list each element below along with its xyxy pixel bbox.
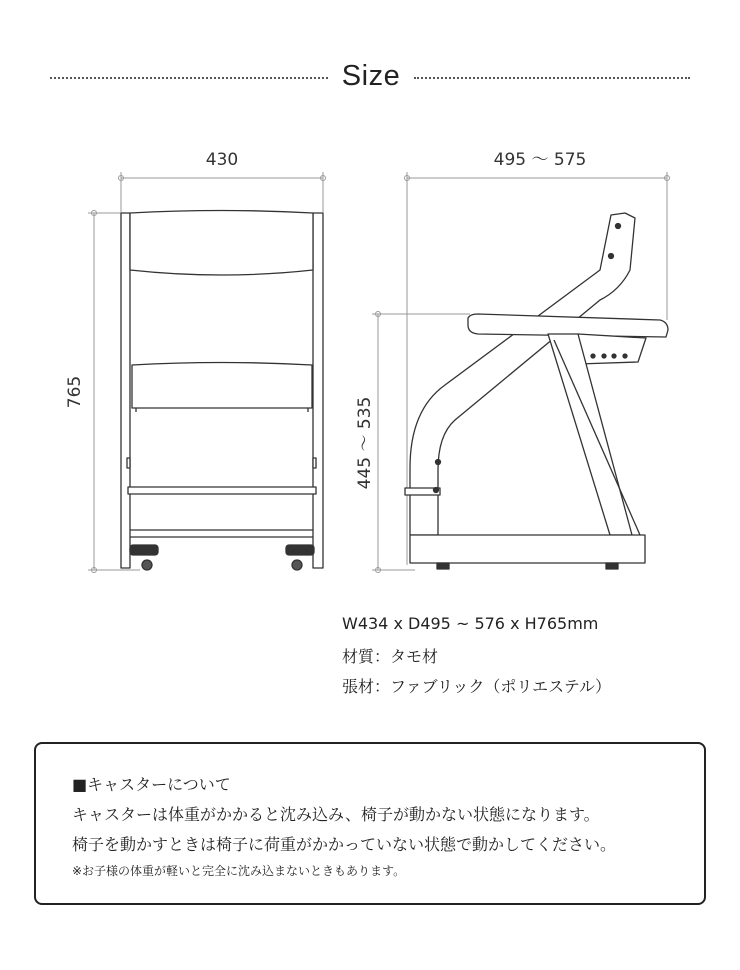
side-depth-label: 495 ～ 575 bbox=[493, 150, 587, 170]
front-view-chair bbox=[121, 211, 323, 571]
side-view-chair bbox=[405, 213, 668, 569]
notice-line-1: キャスターは体重がかかると沈み込み、椅子が動かない状態になります。 bbox=[72, 805, 600, 824]
front-width-label: 430 bbox=[205, 150, 239, 170]
notice-footnote: ※お子様の体重が軽いと完全に沈み込まないときもあります。 bbox=[72, 864, 406, 878]
notice-heading: ■キャスターについて bbox=[72, 775, 231, 794]
page-title: Size bbox=[341, 60, 401, 92]
seat-height-label: 445 ～ 535 bbox=[355, 396, 375, 490]
spec-material: 材質：タモ材 bbox=[342, 647, 439, 666]
notice-line-2: 椅子を動かすときは椅子に荷重がかかっていない状態で動かしてください。 bbox=[72, 835, 617, 854]
spec-upholstery: 張材：ファブリック（ポリエステル） bbox=[342, 677, 611, 696]
spec-size: W434 x D495 ~ 576 x H765mm bbox=[342, 614, 599, 633]
front-height-label: 765 bbox=[65, 375, 85, 409]
caster-notice-box bbox=[34, 742, 706, 905]
